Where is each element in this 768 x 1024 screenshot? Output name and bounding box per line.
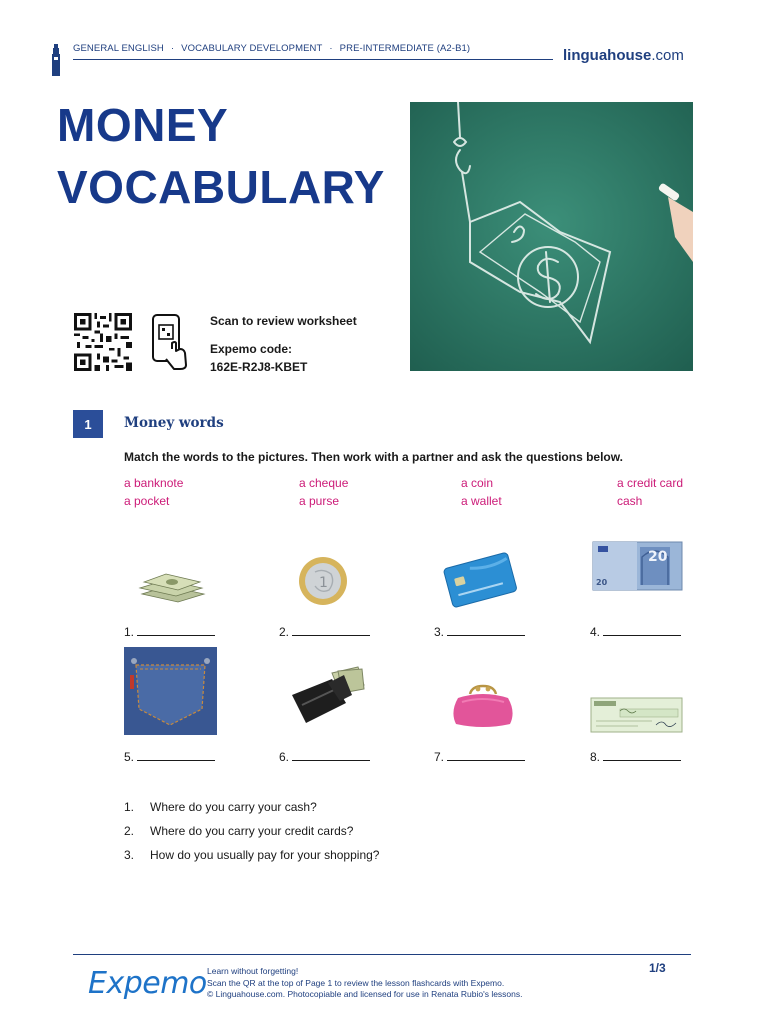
word-bank-item: a coin [461,476,494,490]
exercise-instruction: Match the words to the pictures. Then work with a partner and ask the questions below. [124,450,623,464]
scan-info [210,312,357,376]
breadcrumb-item: PRE-INTERMEDIATE (A2-B1) [339,43,471,54]
header-bar [50,40,700,70]
header-rule [73,59,553,60]
breadcrumb-item: GENERAL ENGLISH [73,43,164,54]
purse-image [452,684,514,728]
title-line-2: VOCABULARY [57,161,385,213]
blank-number: 5. [124,750,135,764]
answer-blank[interactable] [124,625,215,639]
brand-domain: .com [651,47,684,64]
section-title: Money words [124,415,224,431]
brand-logo[interactable] [563,47,684,64]
cheque-image [590,697,683,733]
answer-blank[interactable] [124,750,215,764]
expemo-logo[interactable]: Expemo [88,966,207,1001]
footer-scan-note: Scan the QR at the top of Page 1 to review the lesson flashcards with Expemo. [207,977,505,988]
breadcrumb-item: VOCABULARY DEVELOPMENT [181,43,323,54]
cash-image [138,572,206,604]
brand-name: linguahouse [563,47,652,64]
expemo-code-label: Expemo code: [210,342,293,356]
word-bank-item: a banknote [124,476,184,490]
word-bank-item: a wallet [461,494,502,508]
breadcrumb: GENERAL ENGLISH · VOCABULARY DEVELOPMENT · PRE-INTERMEDIATE (A2-B1) [73,43,471,54]
answer-blank[interactable] [279,750,370,764]
title-line-1: MONEY [57,99,229,151]
answer-blank[interactable] [590,625,681,639]
word-bank-item: a pocket [124,494,170,508]
svg-text:20: 20 [596,578,608,587]
blank-number: 4. [590,625,601,639]
footer-copyright: © Linguahouse.com. Photocopiable and licensed for use in Renata Rubio's lessons. [207,989,523,999]
scan-review-label: Scan to review worksheet [210,314,357,328]
word-bank-item: a purse [299,494,340,508]
footer-rule [73,954,691,955]
phone-qr-icon [150,313,192,371]
blank-number: 8. [590,750,601,764]
hero-chalkboard-image [410,102,693,371]
blank-number: 1. [124,625,135,639]
question-item: 3. How do you usually pay for your shopping? [124,848,380,862]
question-item: 2. Where do you carry your credit cards? [124,824,354,838]
tower-icon [50,44,62,76]
credit-card-image [443,548,517,610]
blank-number: 7. [434,750,445,764]
expemo-code: 162E-R2J8-KBET [210,360,308,374]
word-bank-item: a cheque [299,476,349,490]
page-number: 1/3 [649,961,666,975]
blank-number: 3. [434,625,445,639]
wallet-image [288,665,366,727]
blank-number: 6. [279,750,290,764]
answer-blank[interactable] [590,750,681,764]
discussion-questions [124,800,379,872]
blank-number: 2. [279,625,290,639]
answer-blank[interactable] [434,625,525,639]
footer-text [207,966,523,1001]
pocket-image [124,647,217,735]
word-bank-item: cash [617,494,643,508]
svg-text:20: 20 [648,549,668,565]
coin-image [297,556,349,606]
footer-tagline: Learn without forgetting! [207,966,299,976]
answer-blank[interactable] [279,625,370,639]
page-title [57,94,385,218]
svg-text:1: 1 [319,575,328,591]
answer-blank[interactable] [434,750,525,764]
banknote-image [592,541,683,591]
qr-code[interactable] [73,313,133,371]
word-bank-item: a credit card [617,476,684,490]
question-item: 1. Where do you carry your cash? [124,800,317,814]
section-number: 1 [73,410,103,438]
